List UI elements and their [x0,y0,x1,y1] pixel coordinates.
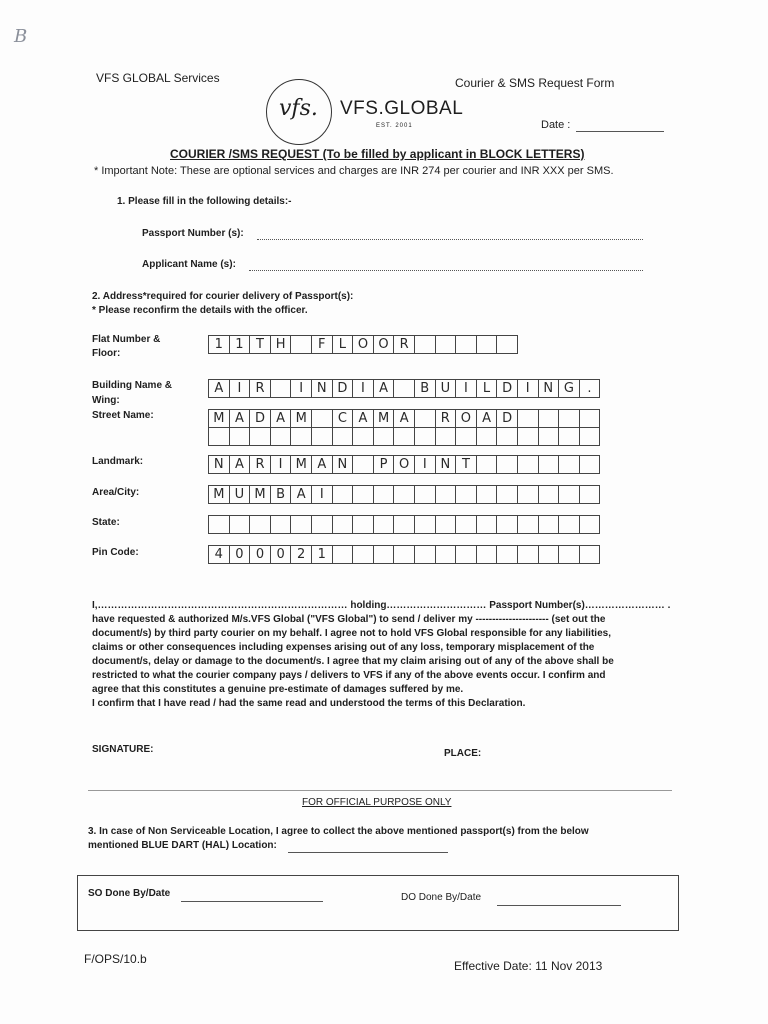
char-box[interactable] [496,515,518,534]
flat-number-boxes[interactable] [208,335,517,354]
char-box[interactable] [476,335,498,354]
char-box[interactable]: O [373,335,395,354]
pin-code-label: Pin Code: [92,547,139,558]
char-box[interactable]: I [229,379,251,398]
char-box[interactable]: F [311,335,333,354]
declaration-line-8: I confirm that I have read / had the same read and understood the terms of this Declaration. [92,698,526,709]
char-box[interactable]: N [435,455,457,474]
declaration-line-1: I,………………………………………………………………… holding………………………… Passport Number(s)…………………… . [92,600,671,611]
section2-subnote: * Please reconfirm the details with the officer. [92,305,308,316]
char-box[interactable] [373,515,395,534]
street-name-boxes[interactable] [208,409,599,428]
char-box[interactable]: 1 [229,335,251,354]
char-box[interactable] [496,485,518,504]
char-box[interactable] [455,515,477,534]
state-label: State: [92,517,120,528]
section3-line-1: 3. In case of Non Serviceable Location, I agree to collect the above mentioned passport(s) from the below [88,826,589,837]
char-box[interactable] [455,545,477,564]
char-box[interactable]: 1 [208,335,230,354]
char-box[interactable] [414,409,436,428]
char-box[interactable] [270,515,292,534]
char-box[interactable]: 0 [229,545,251,564]
char-box[interactable]: N [208,455,230,474]
char-box[interactable]: N [332,455,354,474]
char-box[interactable] [558,485,580,504]
passport-number-field[interactable] [257,239,643,240]
do-done-field[interactable] [497,905,621,906]
char-box[interactable]: M [208,485,230,504]
char-box[interactable]: . [579,379,601,398]
char-box[interactable]: 1 [311,545,333,564]
char-box[interactable] [414,515,436,534]
char-box[interactable]: M [290,409,312,428]
date-field[interactable] [576,131,664,132]
char-box[interactable] [538,455,560,474]
char-box[interactable] [208,515,230,534]
char-box[interactable] [249,427,271,446]
char-box[interactable] [435,545,457,564]
blue-dart-location-field[interactable] [288,852,448,853]
char-box[interactable] [538,409,560,428]
char-box[interactable]: A [229,409,251,428]
char-box[interactable] [290,427,312,446]
char-box[interactable] [208,427,230,446]
char-box[interactable]: U [435,379,457,398]
passport-number-label: Passport Number (s): [142,228,244,239]
char-box[interactable] [393,515,415,534]
official-box [77,875,679,931]
company-name: VFS GLOBAL Services [96,71,220,85]
char-box[interactable] [352,427,374,446]
char-box[interactable] [476,455,498,474]
char-box[interactable]: L [476,379,498,398]
char-box[interactable] [393,485,415,504]
char-box[interactable]: R [393,335,415,354]
char-box[interactable]: O [455,409,477,428]
so-done-label: SO Done By/Date [88,888,171,899]
char-box[interactable] [229,427,251,446]
char-box[interactable] [455,335,477,354]
char-box[interactable]: A [476,409,498,428]
char-box[interactable]: M [249,485,271,504]
char-box[interactable]: L [332,335,354,354]
char-box[interactable] [558,427,580,446]
char-box[interactable]: H [270,335,292,354]
char-box[interactable] [373,545,395,564]
char-box[interactable] [290,515,312,534]
area-city-boxes[interactable] [208,485,599,504]
char-box[interactable] [579,409,601,428]
char-box[interactable] [517,485,539,504]
street-name-boxes-line2[interactable] [208,427,599,446]
char-box[interactable] [393,545,415,564]
char-box[interactable] [270,379,292,398]
signature-label: SIGNATURE: [92,744,154,755]
vfs-logo-text: VFS.GLOBAL [340,98,464,119]
char-box[interactable] [476,545,498,564]
char-box[interactable] [496,455,518,474]
char-box[interactable]: I [414,455,436,474]
floor-label: Floor: [92,348,121,359]
char-box[interactable]: A [352,409,374,428]
char-box[interactable] [435,335,457,354]
char-box[interactable] [558,545,580,564]
char-box[interactable] [352,545,374,564]
char-box[interactable]: U [229,485,251,504]
char-box[interactable]: D [496,379,518,398]
char-box[interactable] [476,515,498,534]
declaration-line-4: claims or other consequences including expenses arising out of any loss, temporary misplacement of the [92,642,595,653]
char-box[interactable] [332,545,354,564]
area-city-label: Area/City: [92,487,140,498]
char-box[interactable]: O [352,335,374,354]
char-box[interactable]: C [332,409,354,428]
char-box[interactable] [558,409,580,428]
char-box[interactable]: I [311,485,333,504]
char-box[interactable]: A [208,379,230,398]
char-box[interactable] [435,515,457,534]
char-box[interactable] [579,545,601,564]
char-box[interactable]: D [496,409,518,428]
char-box[interactable] [455,427,477,446]
official-use-heading: FOR OFFICIAL PURPOSE ONLY [302,797,452,808]
char-box[interactable] [229,515,251,534]
char-box[interactable]: I [517,379,539,398]
applicant-name-field[interactable] [249,270,643,271]
char-box[interactable] [311,427,333,446]
place-label: PLACE: [444,748,482,759]
applicant-name-label: Applicant Name (s): [142,259,236,270]
char-box[interactable] [579,427,601,446]
char-box[interactable] [476,485,498,504]
declaration-line-7: agree that this constitutes a genuine pre-estimate of damages suffered by me. [92,684,464,695]
char-box[interactable] [517,515,539,534]
char-box[interactable] [393,379,415,398]
effective-date: Effective Date: 11 Nov 2013 [454,959,603,973]
char-box[interactable]: M [208,409,230,428]
char-box[interactable]: O [393,455,415,474]
form-name: Courier & SMS Request Form [455,76,615,90]
char-box[interactable]: I [455,379,477,398]
char-box[interactable]: N [311,379,333,398]
char-box[interactable] [558,455,580,474]
char-box[interactable]: T [249,335,271,354]
building-name-label: Building Name & [92,380,173,391]
char-box[interactable]: R [435,409,457,428]
char-box[interactable] [414,335,436,354]
char-box[interactable] [414,485,436,504]
char-box[interactable] [517,409,539,428]
char-box[interactable]: I [270,455,292,474]
char-box[interactable]: R [249,379,271,398]
char-box[interactable] [414,545,436,564]
char-box[interactable]: A [311,455,333,474]
street-name-label: Street Name: [92,410,154,421]
declaration-line-5: document/s, delay or damage to the document/s. I agree that my claim arising out of any of the above shall be [92,656,614,667]
char-box[interactable] [270,427,292,446]
char-box[interactable] [352,485,374,504]
wing-label: Wing: [92,395,120,406]
char-box[interactable] [517,427,539,446]
char-box[interactable]: I [352,379,374,398]
char-box[interactable] [538,545,560,564]
vfs-logo-est: EST. 2001 [376,123,413,129]
char-box[interactable] [496,335,518,354]
char-box[interactable]: D [249,409,271,428]
char-box[interactable] [496,427,518,446]
char-box[interactable]: A [270,409,292,428]
landmark-boxes[interactable] [208,455,599,474]
separator-line [88,790,672,791]
char-box[interactable]: B [270,485,292,504]
char-box[interactable] [352,455,374,474]
char-box[interactable]: T [455,455,477,474]
do-done-label: DO Done By/Date [401,892,482,903]
char-box[interactable]: I [290,379,312,398]
char-box[interactable] [579,455,601,474]
char-box[interactable]: M [290,455,312,474]
section3-line-2: mentioned BLUE DART (HAL) Location: [88,840,277,851]
char-box[interactable]: D [332,379,354,398]
char-box[interactable] [332,515,354,534]
char-box[interactable] [290,335,312,354]
char-box[interactable]: P [373,455,395,474]
char-box[interactable] [558,515,580,534]
char-box[interactable]: N [538,379,560,398]
char-box[interactable] [332,427,354,446]
char-box[interactable]: R [249,455,271,474]
char-box[interactable] [373,427,395,446]
so-done-field[interactable] [181,901,323,902]
form-title: COURIER /SMS REQUEST (To be filled by applicant in BLOCK LETTERS) [170,147,585,161]
char-box[interactable] [455,485,477,504]
char-box[interactable] [332,485,354,504]
char-box[interactable] [435,427,457,446]
form-code: F/OPS/10.b [84,952,147,966]
char-box[interactable] [517,545,539,564]
state-boxes[interactable] [208,515,599,534]
date-label: Date : [541,119,571,131]
flat-number-label: Flat Number & [92,334,161,345]
char-box[interactable]: M [373,409,395,428]
char-box[interactable] [373,485,395,504]
char-box[interactable] [496,545,518,564]
section1-heading: 1. Please fill in the following details:- [117,196,292,207]
char-box[interactable] [517,455,539,474]
char-box[interactable] [538,427,560,446]
landmark-label: Landmark: [92,456,144,467]
char-box[interactable] [476,427,498,446]
char-box[interactable] [538,485,560,504]
char-box[interactable] [352,515,374,534]
char-box[interactable] [393,427,415,446]
building-name-boxes[interactable] [208,379,599,398]
declaration-line-3: document/s) by third party courier on my behalf. I agree not to hold VFS Global responsible for any liabilities, [92,628,611,639]
margin-mark: B [14,26,28,47]
char-box[interactable] [579,485,601,504]
char-box[interactable] [249,515,271,534]
char-box[interactable] [414,427,436,446]
vfs-logo-mark: vfs. [279,96,318,121]
pin-code-boxes[interactable] [208,545,599,564]
char-box[interactable]: B [414,379,436,398]
char-box[interactable]: A [229,455,251,474]
char-box[interactable]: 0 [249,545,271,564]
important-note: * Important Note: These are optional services and charges are INR 274 per courier and INR XXX per SMS. [94,165,614,177]
char-box[interactable] [435,485,457,504]
declaration-line-2: have requested & authorized M/s.VFS Global ("VFS Global") to send / deliver my ---------------------- (set out the [92,614,606,625]
char-box[interactable] [311,515,333,534]
char-box[interactable] [538,515,560,534]
char-box[interactable]: 2 [290,545,312,564]
char-box[interactable] [579,515,601,534]
char-box[interactable]: 0 [270,545,292,564]
char-box[interactable]: A [290,485,312,504]
section2-heading: 2. Address*required for courier delivery of Passport(s): [92,291,354,302]
char-box[interactable]: A [373,379,395,398]
char-box[interactable]: 4 [208,545,230,564]
char-box[interactable] [311,409,333,428]
declaration-line-6: restricted to what the courier company pays / delivers to VFS if any of the above events occur. I confirm and [92,670,606,681]
char-box[interactable]: A [393,409,415,428]
char-box[interactable]: G [558,379,580,398]
